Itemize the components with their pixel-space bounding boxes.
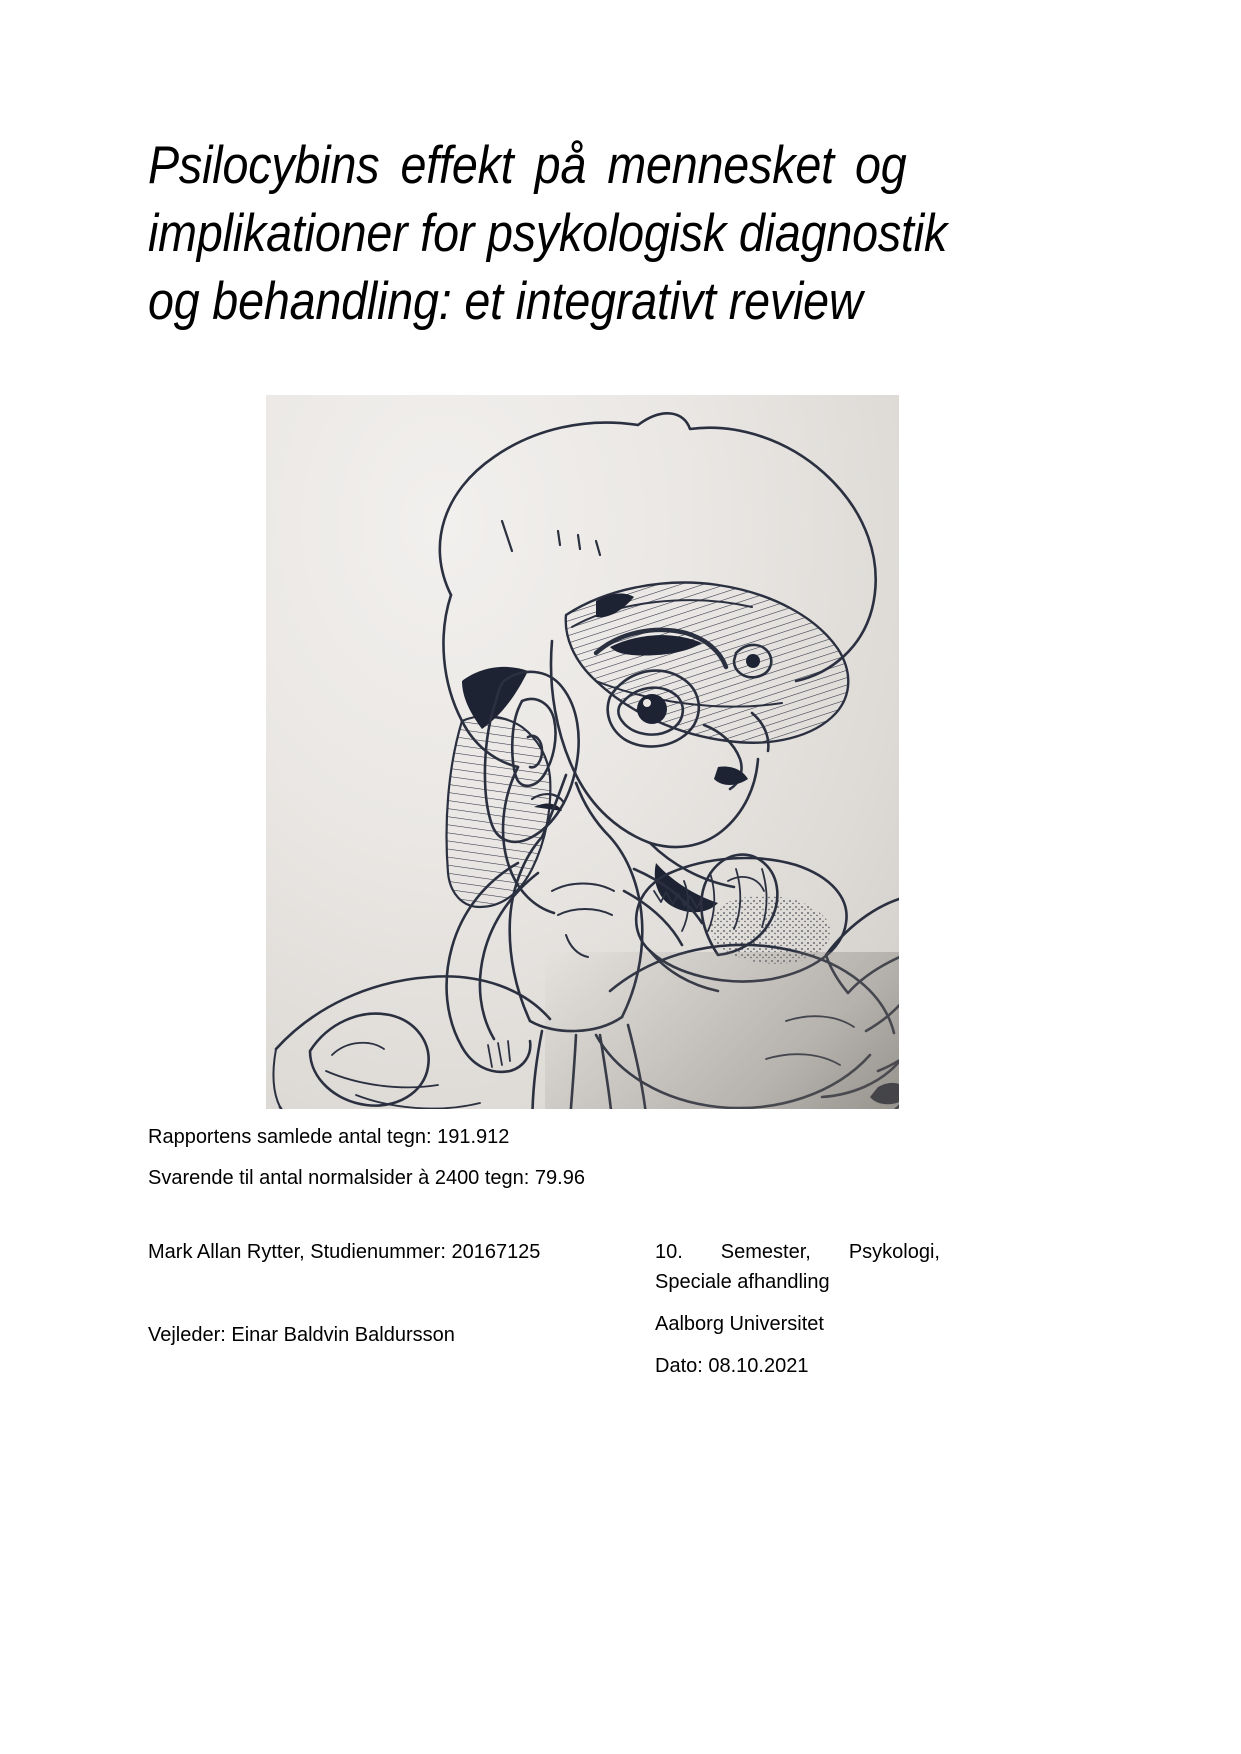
title-line-1	[148, 132, 907, 200]
semester-line	[655, 1237, 940, 1267]
title-word: Psilocybins	[148, 136, 380, 195]
author-line: Mark Allan Rytter, Studienummer: 20167125	[148, 1241, 541, 1263]
semester-word: Semester,	[720, 1241, 811, 1263]
title-line-2: implikationer for psykologisk diagnostik	[148, 204, 948, 263]
page-title	[148, 132, 1010, 336]
normal-pages-line: Svarende til antal normalsider à 2400 tegn: 79.96	[148, 1167, 585, 1189]
supervisor-line: Vejleder: Einar Baldvin Baldursson	[148, 1324, 455, 1346]
semester-word: Psykologi,	[848, 1241, 940, 1263]
semester-word: 10.	[655, 1241, 683, 1263]
institution-block	[655, 1237, 940, 1381]
cover-illustration	[266, 395, 899, 1109]
title-word: effekt	[400, 136, 514, 195]
thesis-type-line: Speciale afhandling	[655, 1271, 830, 1293]
title-word: og	[855, 136, 907, 195]
title-word: på	[534, 136, 587, 195]
mushroom-figure-drawing	[266, 395, 899, 1109]
title-word: mennesket	[607, 136, 834, 195]
character-count-line: Rapportens samlede antal tegn: 191.912	[148, 1126, 510, 1148]
university-line: Aalborg Universitet	[655, 1313, 824, 1335]
date-line: Dato: 08.10.2021	[655, 1355, 809, 1377]
title-line-3: og behandling: et integrativt review	[148, 272, 863, 331]
